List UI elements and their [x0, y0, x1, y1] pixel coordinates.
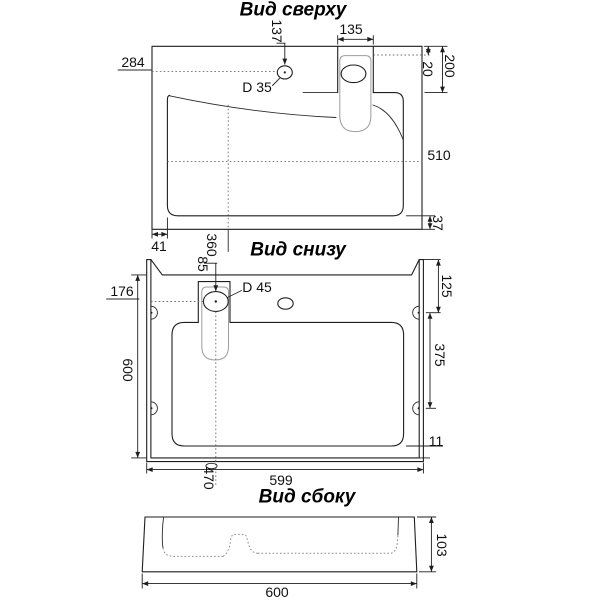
dim-label-470: 470 — [201, 466, 217, 490]
faucet-hole — [341, 65, 366, 83]
dim-label-103: 103 — [434, 533, 450, 557]
side-view-geometry — [142, 517, 436, 589]
mount-hole-dot — [418, 312, 420, 314]
bottom-inner-outline — [151, 260, 419, 458]
bottom-view-geometry — [107, 260, 444, 490]
side-basin-left-corner — [163, 548, 223, 556]
side-view-title: Вид сбоку — [258, 486, 356, 508]
dim-label-135: 135 — [339, 21, 363, 37]
dim-label-375: 375 — [432, 343, 448, 367]
top-view-title: Вид сверху — [239, 0, 347, 21]
side-basin-bottom-right — [258, 535, 398, 553]
dim-label-510: 510 — [427, 147, 451, 163]
dim-label-600-left: 600 — [120, 358, 136, 382]
bottom-outer-outline — [147, 260, 424, 462]
hole-label-d45: D 45 — [242, 279, 272, 295]
dim-41-ext — [152, 218, 167, 239]
dim-label-37: 37 — [430, 215, 446, 231]
dim-label-11: 11 — [428, 433, 444, 449]
dim-label-176: 176 — [110, 283, 134, 299]
mount-hole-dot — [151, 312, 153, 314]
basin-front-curve-right — [373, 105, 403, 140]
dim-label-137: 137 — [269, 19, 285, 43]
basin-outline — [167, 93, 403, 216]
faucet-body — [340, 56, 371, 132]
dim-label-85: 85 — [195, 256, 211, 272]
side-outer-outline — [142, 517, 417, 572]
dim-label-125: 125 — [439, 274, 455, 298]
d35-leader-line — [273, 79, 280, 86]
side-drain-boss — [223, 534, 258, 556]
bottom-basin-footprint — [172, 322, 404, 446]
dim-label-360: 360 — [204, 233, 220, 257]
bottom-faucet-body — [202, 287, 229, 360]
overflow-hole-bottom — [278, 298, 293, 309]
side-basin-right-wall — [398, 517, 399, 535]
dim-label-284: 284 — [121, 54, 145, 70]
basin-front-curve-left — [170, 96, 336, 118]
dim-label-41: 41 — [151, 238, 167, 254]
dim-label-600-bottom: 600 — [265, 584, 289, 600]
overflow-hole-center-dot — [284, 71, 286, 73]
bottom-view-title: Вид снизу — [250, 239, 346, 261]
mount-hole-dot — [151, 407, 153, 409]
hole-label-d35: D 35 — [242, 79, 272, 95]
faucet-hole-center-dot — [215, 300, 217, 302]
dim-label-200: 200 — [442, 54, 458, 78]
side-basin-left-wall — [162, 517, 163, 548]
mount-hole-dot — [418, 407, 420, 409]
dim-label-20: 20 — [420, 61, 436, 77]
top-view-outer-rect — [152, 46, 422, 229]
dim-label-599: 599 — [269, 472, 293, 488]
